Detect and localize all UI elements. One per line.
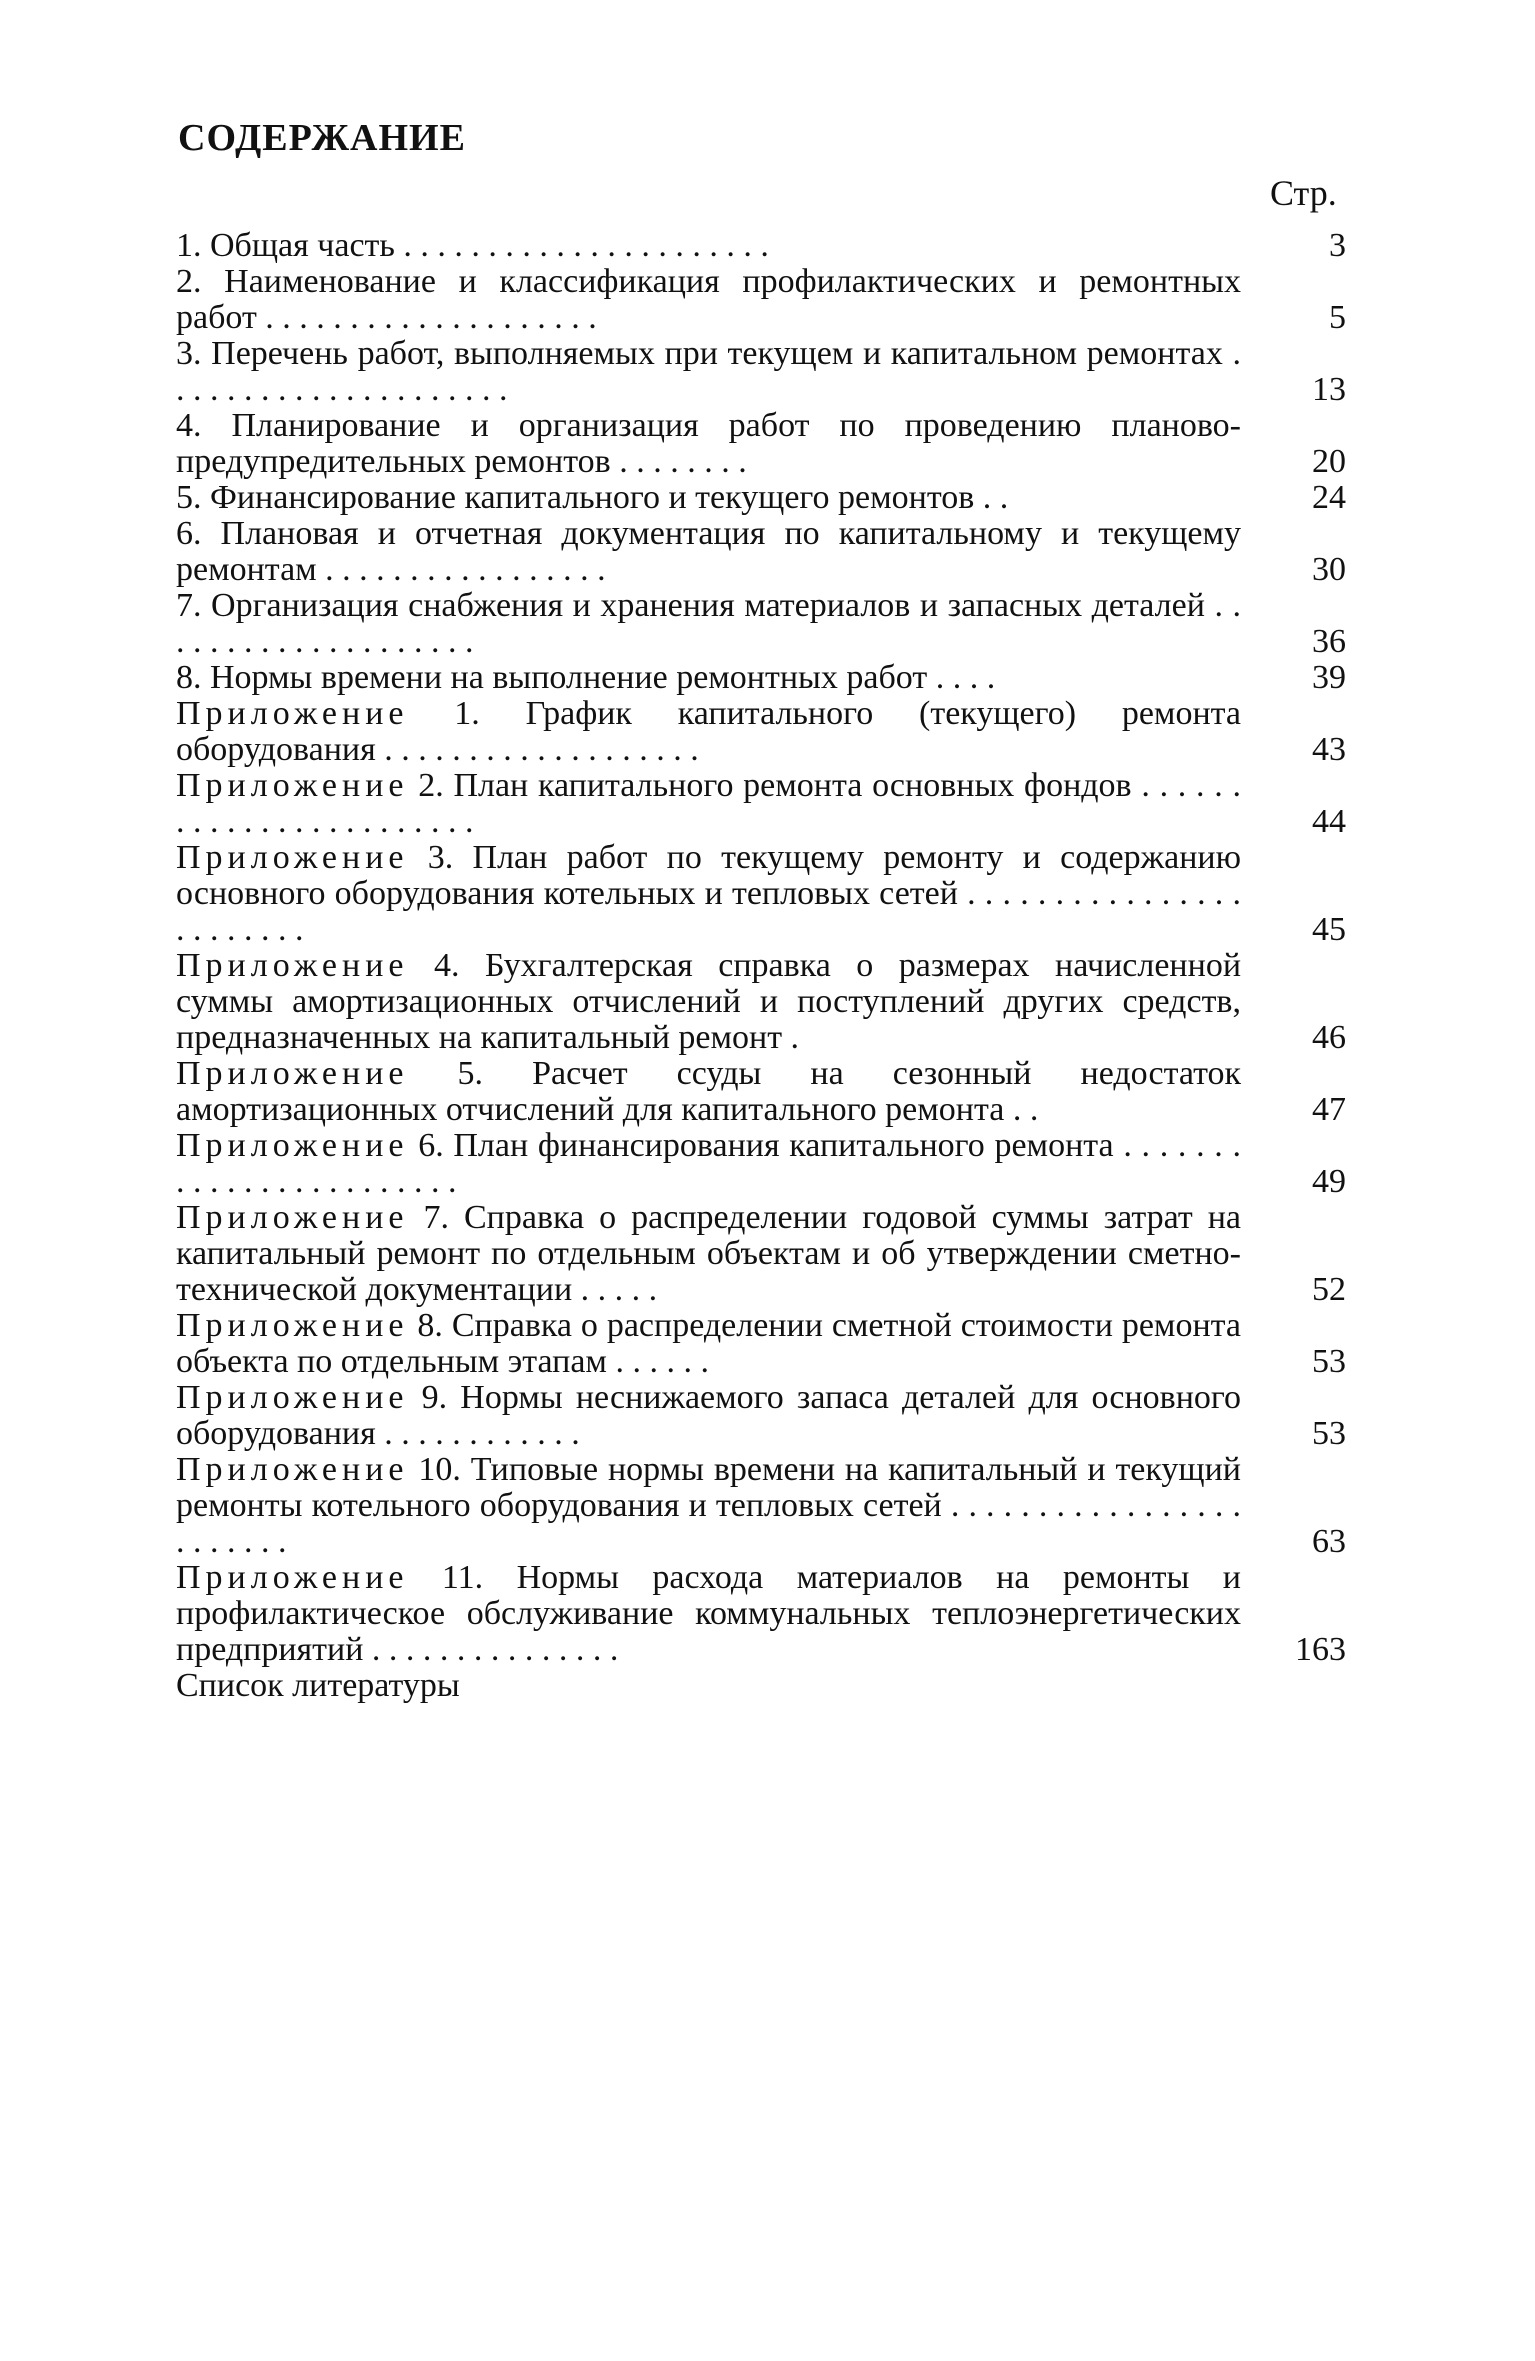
appendix-label: Приложение	[176, 1559, 409, 1596]
appendix-label: Приложение	[176, 1451, 409, 1488]
toc-appendix-7	[176, 1200, 1346, 1308]
toc-entry-page: 49	[1312, 1163, 1346, 1200]
toc-entry-text: 10. Типовые нормы времени на капитальный и текущий ремонты котельного оборудования и тепловых сетей . . . . . . . . . . . . . . . . . . . . . . . .	[176, 1451, 1241, 1560]
toc-entry-page: 46	[1312, 1019, 1346, 1056]
toc-entry-text: 7. Организация снабжения и хранения материалов и запасных деталей . . . . . . . . . . . . . . . . . . . .	[176, 587, 1241, 660]
toc-entry-text: 3. Перечень работ, выполняемых при текущем и капитальном ремонтах . . . . . . . . . . . . . . . . . . . . .	[176, 335, 1241, 408]
toc-entry-text: 4. Бухгалтерская справка о размерах начисленной суммы амортизационных отчислений и поступлений других средств, предназначенных на капитальный ремонт .	[176, 947, 1242, 1056]
toc-entry-page: 53	[1312, 1415, 1346, 1452]
appendix-label: Приложение	[176, 1199, 409, 1236]
toc-appendix-2	[176, 768, 1346, 840]
toc-entry-page: 47	[1312, 1091, 1346, 1128]
toc-appendix-6	[176, 1128, 1346, 1200]
toc-entry-1	[176, 228, 1346, 264]
toc-appendix-4	[176, 948, 1346, 1056]
appendix-label: Приложение	[176, 767, 409, 804]
toc-entry-page: 24	[1312, 479, 1346, 516]
toc-entry-3	[176, 336, 1346, 408]
appendix-label: Приложение	[176, 1055, 409, 1092]
toc-entry-page: 3	[1329, 227, 1346, 264]
table-of-contents	[176, 228, 1346, 1704]
appendix-label: Приложение	[176, 1127, 409, 1164]
toc-entry-page: 163	[1295, 1631, 1346, 1668]
toc-entry-8	[176, 660, 1346, 696]
toc-entry-7	[176, 588, 1346, 660]
toc-appendix-9	[176, 1380, 1346, 1452]
toc-entry-page: 20	[1312, 443, 1346, 480]
toc-entry-6	[176, 516, 1346, 588]
toc-entry-page: 52	[1312, 1271, 1346, 1308]
appendix-label: Приложение	[176, 1379, 409, 1416]
toc-appendix-11	[176, 1560, 1346, 1668]
toc-entry-page: 44	[1312, 803, 1346, 840]
toc-entry-page: 39	[1312, 659, 1346, 696]
toc-appendix-10	[176, 1452, 1346, 1560]
toc-entry-text: 8. Нормы времени на выполнение ремонтных работ . . . .	[176, 659, 996, 696]
toc-entry-text: Список литературы	[176, 1667, 460, 1704]
toc-entry-text: 11. Нормы расхода материалов на ремонты и профилактическое обслуживание коммунальных теплоэнергетических предприятий . . . . . . . . . . . . . . .	[176, 1559, 1241, 1668]
toc-entry-text: 1. График капитального (текущего) ремонта оборудования . . . . . . . . . . . . . . . . . . .	[176, 695, 1242, 768]
toc-entry-text: 2. Наименование и классификация профилактических и ремонтных работ . . . . . . . . . . . . . . . . . . . .	[176, 263, 1241, 336]
toc-entry-page: 13	[1312, 371, 1346, 408]
toc-entry-page: 43	[1312, 731, 1346, 768]
toc-entry-2	[176, 264, 1346, 336]
toc-entry-page: 36	[1312, 623, 1346, 660]
toc-entry-page: 5	[1329, 299, 1346, 336]
appendix-label: Приложение	[176, 839, 409, 876]
toc-entry-text: 8. Справка о распределении сметной стоимости ремонта объекта по отдельным этапам . . . . . .	[176, 1307, 1242, 1380]
toc-entry-text: 6. Плановая и отчетная документация по капитальному и текущему ремонтам . . . . . . . . . . . . . . . . .	[176, 515, 1241, 588]
toc-appendix-1	[176, 696, 1346, 768]
toc-entry-page: 53	[1312, 1343, 1346, 1380]
toc-entry-text: 7. Справка о распределении годовой суммы затрат на капитальный ремонт по отдельным объектам и об утверждении сметно-технической документации . . . . .	[176, 1199, 1241, 1308]
toc-entry-text: 9. Нормы неснижаемого запаса деталей для основного оборудования . . . . . . . . . . . .	[176, 1379, 1241, 1452]
toc-entry-page: 30	[1312, 551, 1346, 588]
toc-entry-text: 3. План работ по текущему ремонту и содержанию основного оборудования котельных и тепловых сетей . . . . . . . . . . . . . . . . . . . . . . . .	[176, 839, 1242, 948]
toc-entry-text: 2. План капитального ремонта основных фондов . . . . . . . . . . . . . . . . . . . . . . . .	[176, 767, 1241, 840]
appendix-label: Приложение	[176, 947, 409, 984]
toc-entry-text: 5. Финансирование капитального и текущего ремонтов . .	[176, 479, 1009, 516]
appendix-label: Приложение	[176, 695, 409, 732]
toc-bibliography	[176, 1668, 1346, 1704]
toc-entry-page: 45	[1312, 911, 1346, 948]
toc-entry-4	[176, 408, 1346, 480]
toc-entry-text: 1. Общая часть . . . . . . . . . . . . . . . . . . . . . .	[176, 227, 769, 264]
toc-appendix-3	[176, 840, 1346, 948]
appendix-label: Приложение	[176, 1307, 409, 1344]
toc-entry-text: 5. Расчет ссуды на сезонный недостаток амортизационных отчислений для капитального ремонта . .	[176, 1055, 1241, 1128]
toc-entry-page: 63	[1312, 1523, 1346, 1560]
toc-appendix-8	[176, 1308, 1346, 1380]
document-title: СОДЕРЖАНИЕ	[178, 117, 466, 159]
toc-entry-5	[176, 480, 1346, 516]
toc-entry-text: 6. План финансирования капитального ремонта . . . . . . . . . . . . . . . . . . . . . . . .	[176, 1127, 1241, 1200]
toc-entry-text: 4. Планирование и организация работ по проведению планово-предупредительных ремонтов . . . . . . . .	[176, 407, 1241, 480]
toc-appendix-5	[176, 1056, 1346, 1128]
page-column-label: Стр.	[1270, 173, 1337, 213]
